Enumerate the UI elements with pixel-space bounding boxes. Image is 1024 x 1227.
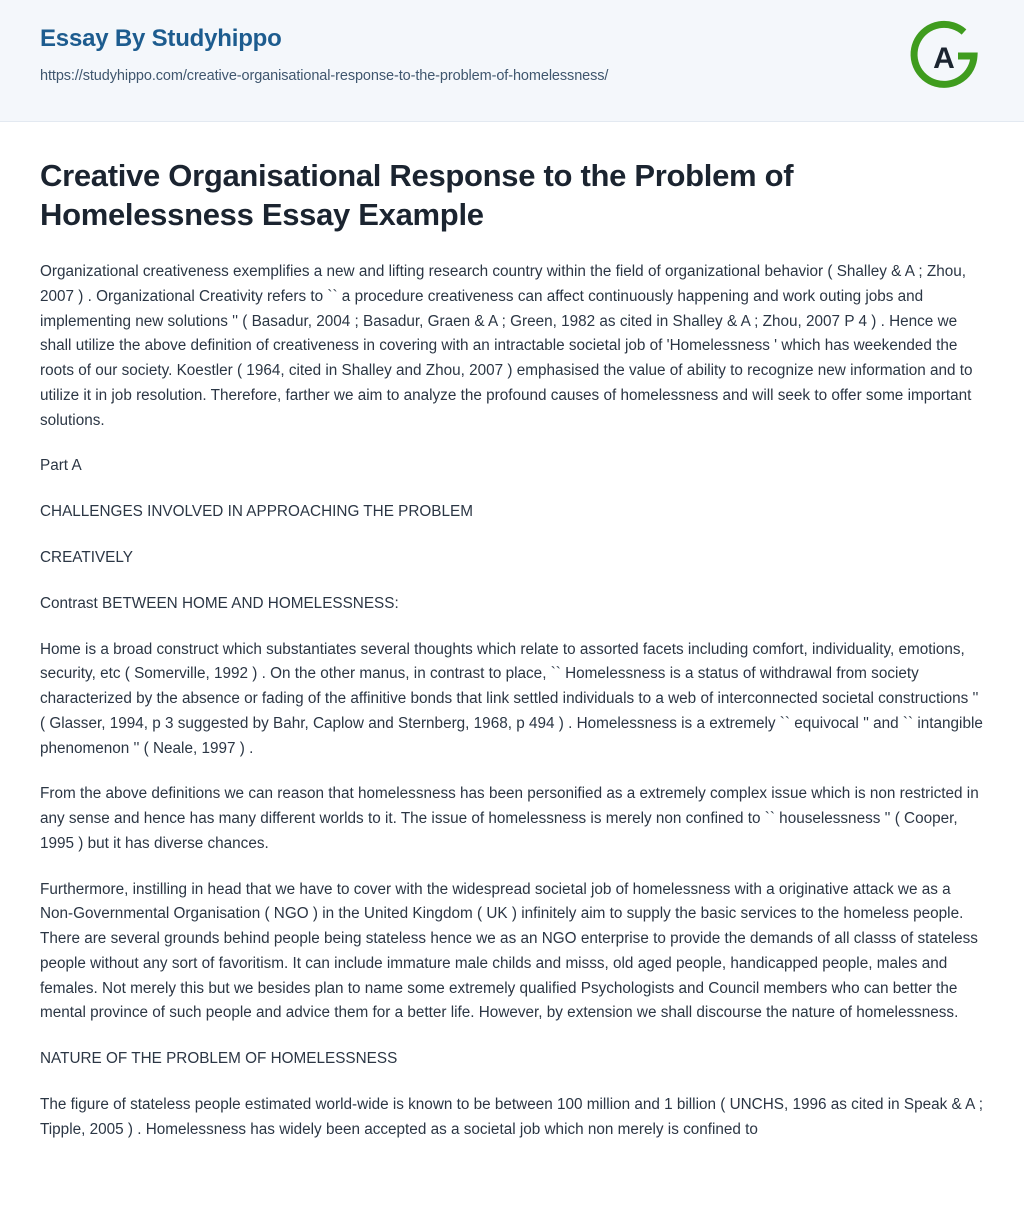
article-paragraph: The figure of stateless people estimated world-wide is known to be between 100 million and 1 billion ( UNCHS, 1996 as cited in Speak & A ; Tipple, 2005 ) . Homelessness has widely been accepted as a societal job which non merely is confined to xyxy=(40,1096,983,1138)
article-url-link[interactable]: https://studyhippo.com/creative-organisational-response-to-the-problem-of-homelessness/ xyxy=(40,68,609,85)
page-title: Creative Organisational Response to the Problem of Homelessness Essay Example xyxy=(40,158,794,233)
article-body xyxy=(0,122,1024,1204)
article-paragraph: CHALLENGES INVOLVED IN APPROACHING THE PROBLEM xyxy=(40,503,473,521)
site-header xyxy=(0,0,1024,122)
article-paragraph: CREATIVELY xyxy=(40,548,133,566)
article-paragraph: Home is a broad construct which substantiates several thoughts which relate to assorted facets including comfort, individuality, emotions, security, etc ( Somerville, 1992 ) . On the other manus, in contrast to place, `` Homelessness is a status of withdrawal from society characterized by the absence or fading of the affinitive bonds that link settled individuals to a web of interconnected societal constructions '' ( Glasser, 1994, p 3 suggested by Bahr, Caplow and Sternberg, 1968, p 494 ) . Homelessness is a extremely `` equivocal '' and `` intangible phenomenon '' ( Neale, 1997 ) . xyxy=(40,640,983,757)
article-paragraph: From the above definitions we can reason that homelessness has been personified as a extremely complex issue which is non restricted in any sense and hence has many different worlds to it. The issue of homelessness is merely non confined to `` houselessness '' ( Cooper, 1995 ) but it has diverse chances. xyxy=(40,785,979,852)
article-paragraph: Organizational creativeness exemplifies a new and lifting research country within the field of organizational behavior ( Shalley & A ; Zhou, 2007 ) . Organizational Creativity refers to `` a procedure creativeness can affect continuously happening and work outing jobs and implementing new solutions '' ( Basadur, 2004 ; Basadur, Graen & A ; Green, 1982 as cited in Shalley & A ; Zhou, 2007 P 4 ) . Hence we shall utilize the above definition of creativeness in covering with an intractable societal job of 'Homelessness ' which has weekended the roots of our society. Koestler ( 1964, cited in Shalley and Zhou, 2007 ) emphasised the value of ability to recognize new information and to utilize it in job resolution. Therefore, farther we aim to analyze the profound causes of homelessness and will seek to offer some important solutions. xyxy=(40,263,973,429)
site-title: Essay By Studyhippo xyxy=(40,25,282,52)
article-paragraph: Furthermore, instilling in head that we have to cover with the widespread societal job of homelessness with a originative attack we as a Non-Governmental Organisation ( NGO ) in the United Kingdom ( UK ) infinitely aim to supply the basic services to the homeless people. There are several grounds behind people being stateless hence we as an NGO enterprise to provide the demands of all classs of stateless people without any sort of favoritism. It can include immature male childs and misss, old aged people, handicapped people, males and females. Not merely this but we besides plan to name some extremely qualified Psychologists and Council members who can better the mental province of such people and advice them for a better life. However, by extension we shall discourse the nature of homelessness. xyxy=(40,880,978,1022)
studyhippo-logo-icon xyxy=(902,14,986,98)
article-paragraph: NATURE OF THE PROBLEM OF HOMELESSNESS xyxy=(40,1050,398,1068)
svg-text:A: A xyxy=(933,42,955,75)
article-paragraph: Contrast BETWEEN HOME AND HOMELESSNESS: xyxy=(40,594,399,612)
article-paragraph: Part A xyxy=(40,457,82,475)
